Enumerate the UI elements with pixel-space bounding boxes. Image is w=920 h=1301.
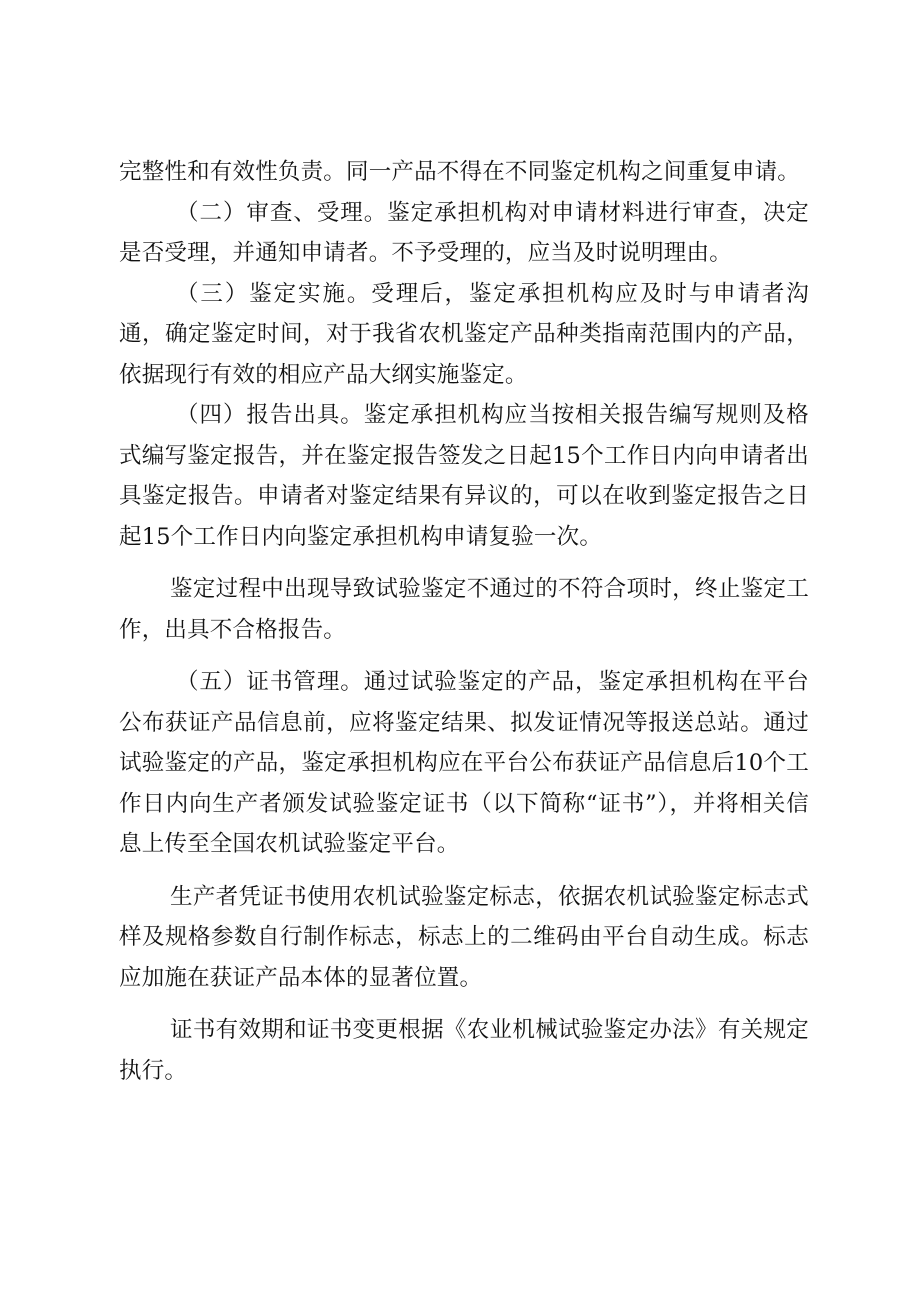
paragraph-report-issuance: （四）报告出具。鉴定承担机构应当按相关报告编写规则及格式编写鉴定报告，并在鉴定报告签发之日起15个工作日内向申请者出具鉴定报告。申请者对鉴定结果有异议的，可以在收到鉴定报告之日起15个工作日内向鉴定承担机构申请复验一次。 [119,402,809,550]
document-body [119,152,809,1091]
paragraph-responsibility: 完整性和有效性负责。同一产品不得在不同鉴定机构之间重复申请。 [119,159,801,185]
paragraph-certificate-management: （五）证书管理。通过试验鉴定的产品，鉴定承担机构在平台公布获证产品信息前，应将鉴定结果、拟发证情况等报送总站。通过试验鉴定的产品，鉴定承担机构应在平台公布获证产品信息后10个工作日内向生产者颁发试验鉴定证书（以下简称“证书”），并将相关信息上传至全国农机试验鉴定平台。 [119,669,809,857]
paragraph-review-acceptance: （二）审查、受理。鉴定承担机构对申请材料进行审查，决定是否受理，并通知申请者。不予受理的，应当及时说明理由。 [119,199,809,266]
paragraph-mark-usage: 生产者凭证书使用农机试验鉴定标志，依据农机试验鉴定标志式样及规格参数自行制作标志，标志上的二维码由平台自动生成。标志应加施在获证产品本体的显著位置。 [119,883,809,991]
paragraph-appraisal-implementation: （三）鉴定实施。受理后，鉴定承担机构应及时与申请者沟通，确定鉴定时间，对于我省农机鉴定产品种类指南范围内的产品，依据现行有效的相应产品大纲实施鉴定。 [119,280,809,388]
paragraph-termination: 鉴定过程中出现导致试验鉴定不通过的不符合项时，终止鉴定工作，出具不合格报告。 [119,576,809,643]
paragraph-certificate-validity: 证书有效期和证书变更根据《农业机械试验鉴定办法》有关规定执行。 [119,1017,809,1084]
